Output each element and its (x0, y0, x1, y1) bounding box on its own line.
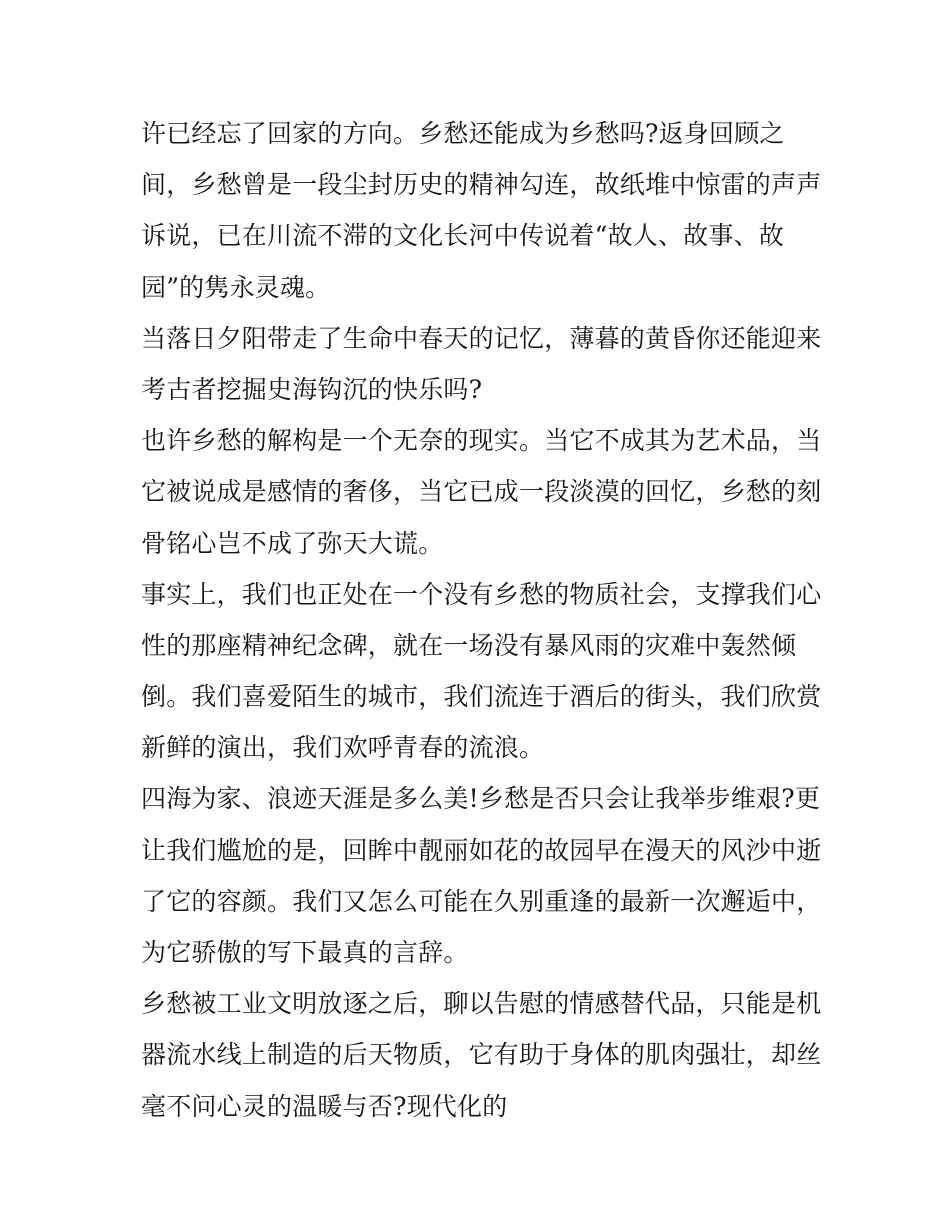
text-line: 性的那座精神纪念碑，就在一场没有暴风雨的灾难中轰然倾 (141, 630, 797, 660)
text-line: 它被说成是感情的奢侈，当它已成一段淡漠的回忆，乡愁的刻 (141, 477, 822, 507)
text-line: 为它骄傲的写下最真的言辞。 (141, 938, 469, 967)
text-line: 让我们尴尬的是，回眸中靓丽如花的故园早在漫天的风沙中逝 (141, 835, 822, 865)
text-line: 许已经忘了回家的方向。乡愁还能成为乡愁吗?返身回顾之 (141, 119, 785, 148)
text-line: 间，乡愁曾是一段尘封历史的精神勾连，故纸堆中惊雷的声声 (141, 170, 822, 200)
text-line: 倒。我们喜爱陌生的城市，我们流连于酒后的街头，我们欣赏 (141, 682, 822, 712)
text-line: 园”的隽永灵魂。 (141, 272, 331, 302)
text-line: 也许乡愁的解构是一个无奈的现实。当它不成其为艺术品，当 (141, 426, 822, 456)
text-line: 器流水线上制造的后天物质，它有助于身体的肌肉强壮，却丝 (141, 1040, 822, 1070)
text-line: 事实上，我们也正处在一个没有乡愁的物质社会，支撑我们心 (141, 579, 822, 609)
text-line: 诉说，已在川流不滞的文化长河中传说着“故人、故事、故 (141, 221, 784, 251)
body-text (141, 108, 821, 1132)
text-line: 当落日夕阳带走了生命中春天的记忆，薄暮的黄昏你还能迎来 (141, 323, 822, 353)
text-line: 乡愁被工业文明放逐之后，聊以告慰的情感替代品，只能是机 (141, 989, 822, 1019)
text-line: 四海为家、浪迹天涯是多么美!乡愁是否只会让我举步维艰?更 (141, 784, 821, 814)
text-line: 考古者挖掘史海钩沉的快乐吗? (141, 374, 483, 404)
text-line: 新鲜的演出，我们欢呼青春的流浪。 (141, 733, 545, 763)
text-line: 骨铭心岂不成了弥天大谎。 (141, 528, 444, 558)
text-line: 了它的容颜。我们又怎么可能在久别重逢的最新一次邂逅中， (141, 886, 822, 916)
text-line: 毫不问心灵的温暖与否?现代化的 (141, 1091, 508, 1121)
